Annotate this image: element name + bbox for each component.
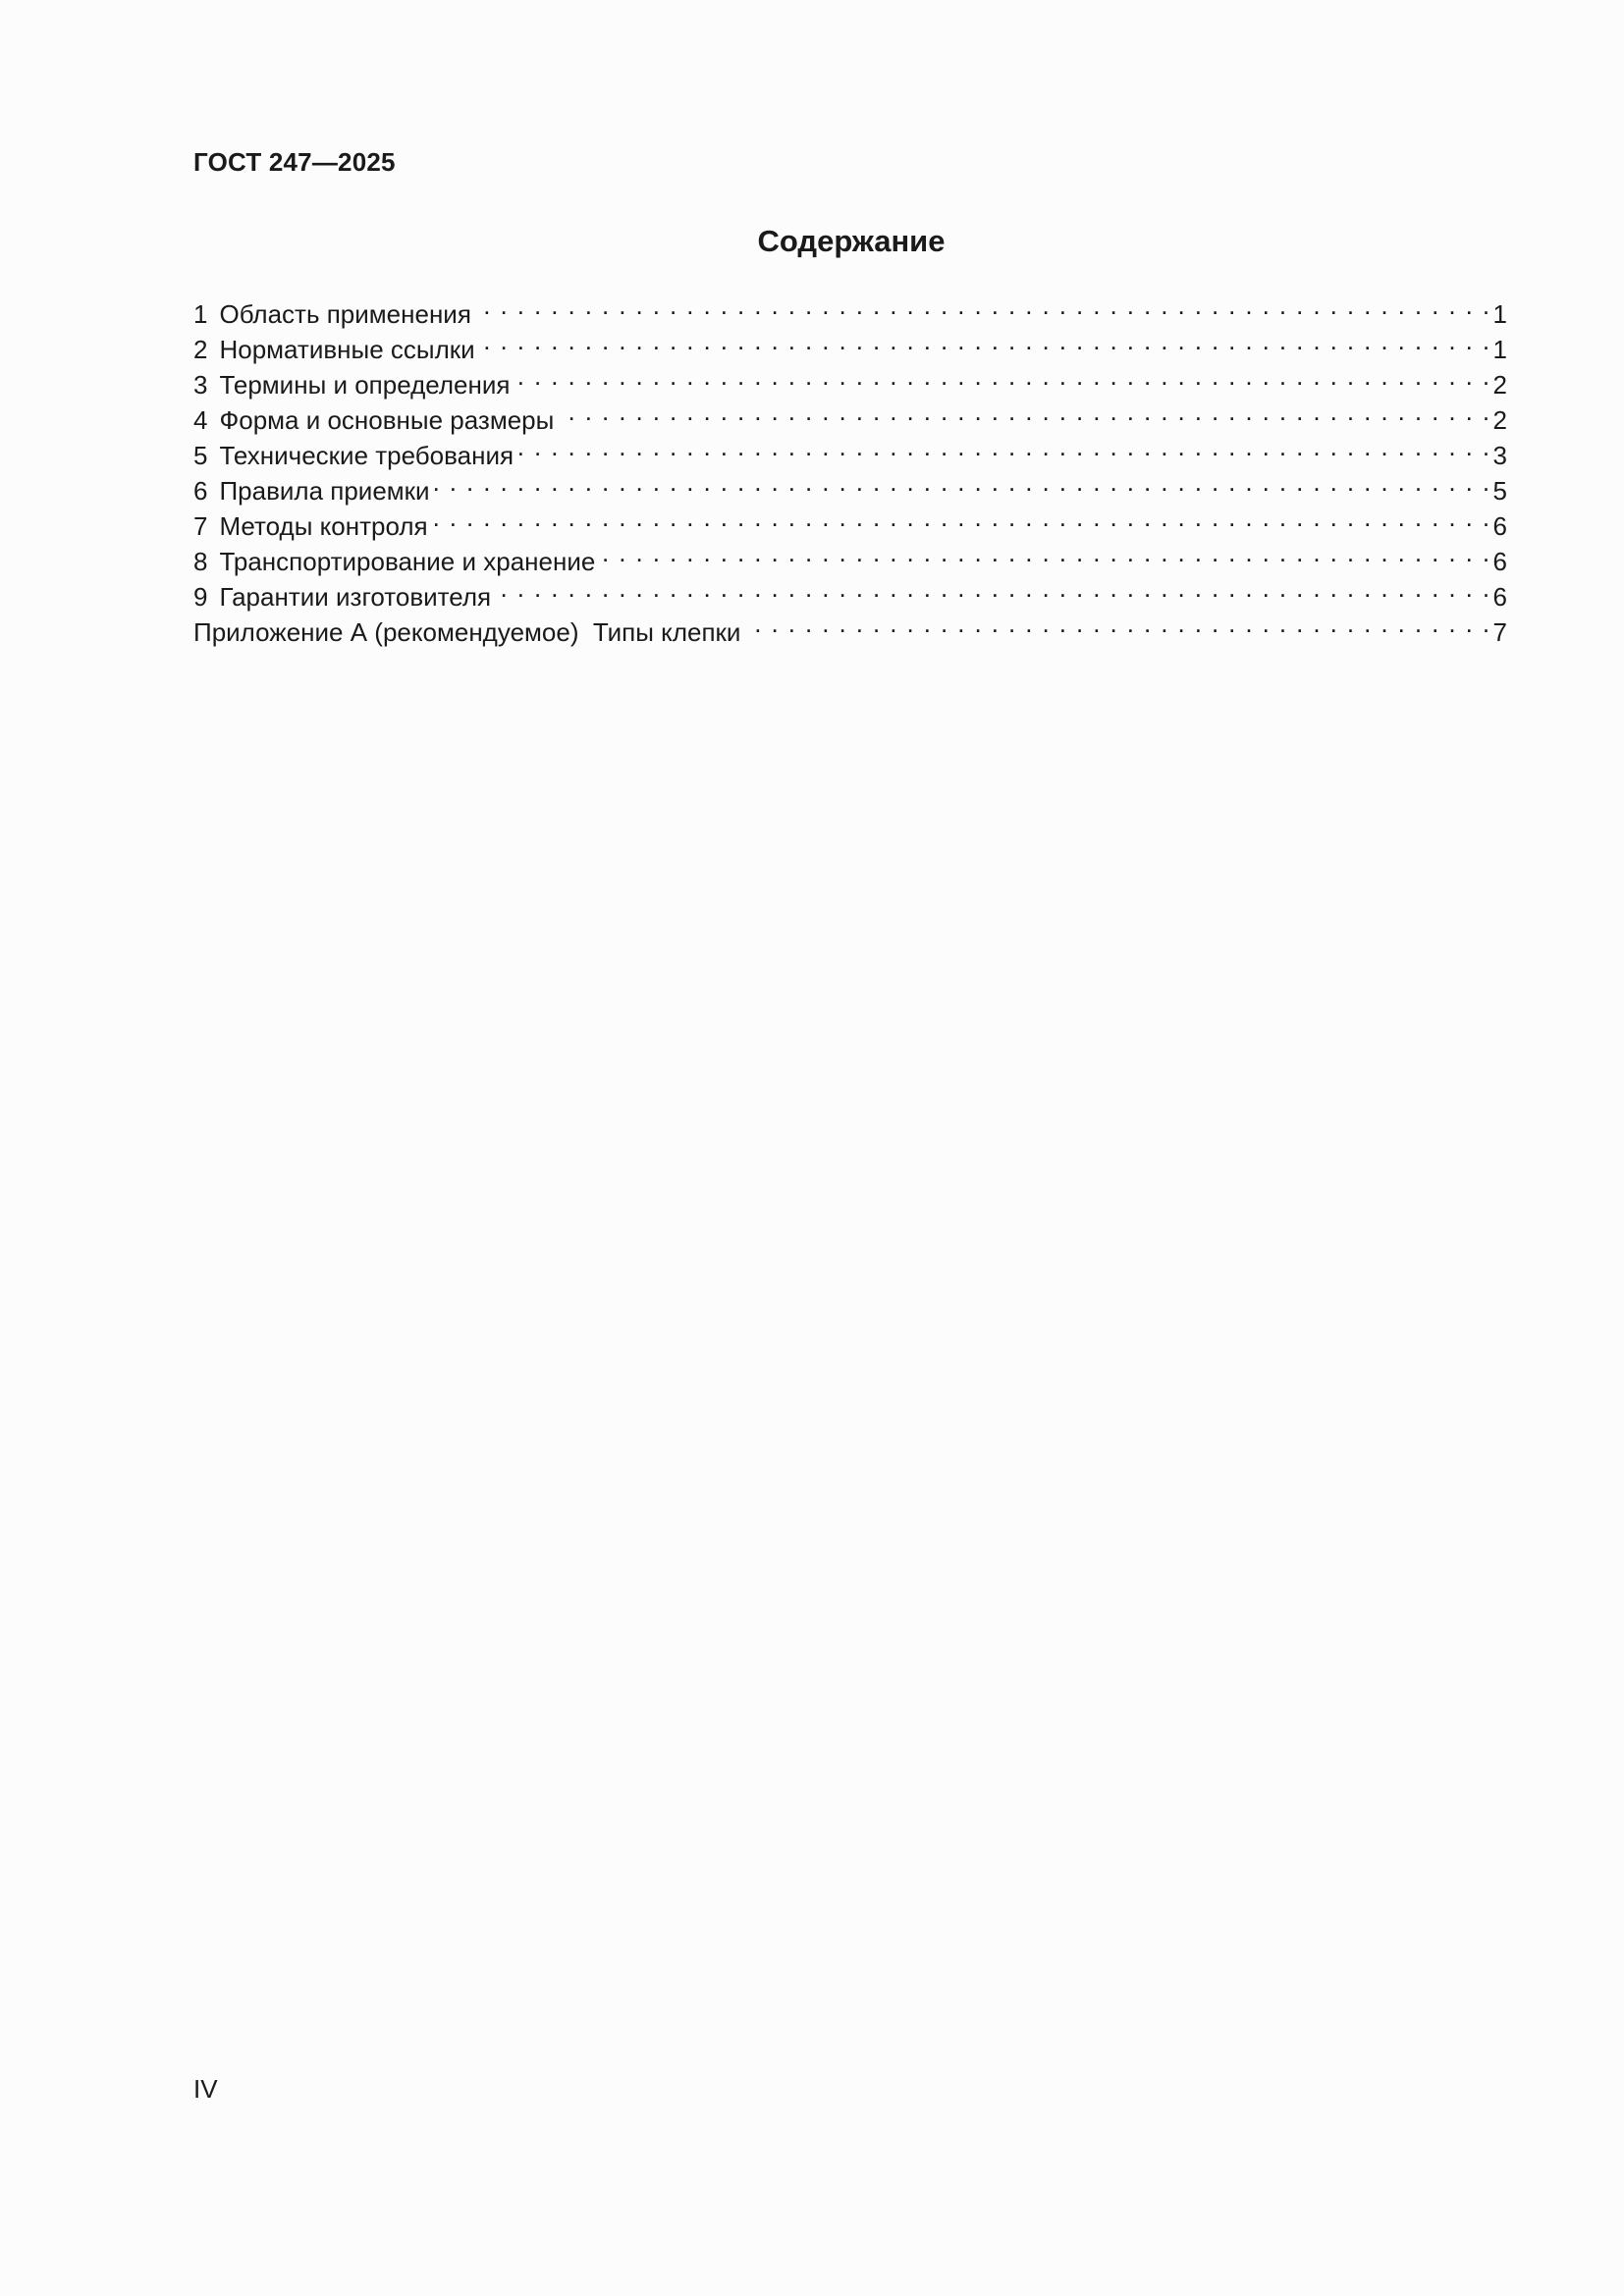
toc-entry-title: Правила приемки [219,476,430,506]
toc-entry-number: 9 [193,582,208,612]
toc-dot-leader [495,570,1490,606]
toc-entry-number: 2 [193,335,208,364]
toc-entry-title: Термины и определения [219,370,511,400]
toc-entry-number: 3 [193,370,208,400]
toc-entry[interactable] [193,288,1507,329]
toc-entry-number: 7 [193,511,208,541]
toc-entry-page: 2 [1492,405,1507,435]
toc-entry-page: 1 [1492,335,1507,364]
toc-entry-title: Гарантии изготовителя [219,582,492,612]
document-header: ГОСТ 247—2025 [193,147,396,177]
toc-entry-number: 1 [193,299,208,329]
toc-entry-title: Форма и основные размеры [219,405,555,435]
toc-entry-page: 6 [1492,582,1507,612]
toc-dot-leader [514,358,1490,394]
toc-dot-leader [475,288,1491,323]
toc-entry-title: Приложение А (рекомендуемое) Типы клепки [193,617,741,647]
toc-entry-page: 6 [1492,511,1507,541]
toc-entry-page: 5 [1492,476,1507,506]
toc-dot-leader [479,323,1491,358]
toc-dot-leader [434,464,1491,500]
toc-entry-page: 1 [1492,299,1507,329]
toc-entry-title: Нормативные ссылки [219,335,475,364]
toc-dot-leader [432,500,1491,535]
toc-entry-page: 6 [1492,547,1507,576]
toc-dot-leader [744,606,1490,641]
toc-entry-number: 8 [193,547,208,576]
toc-entry-page: 7 [1492,617,1507,647]
toc-entry-page: 2 [1492,370,1507,400]
toc-entry-title: Транспортирование и хранение [219,547,596,576]
page-number: IV [193,2074,218,2104]
table-of-contents [193,288,1507,647]
toc-dot-leader [599,535,1490,570]
toc-entry-number: 5 [193,441,208,470]
toc-entry-title: Технические требования [219,441,514,470]
toc-entry-title: Методы контроля [219,511,428,541]
toc-entry-page: 3 [1492,441,1507,470]
toc-title: Содержание [757,224,946,258]
toc-entry-title: Область применения [219,299,471,329]
toc-entry-number: 6 [193,476,208,506]
toc-dot-leader [558,394,1490,429]
toc-entry-number: 4 [193,405,208,435]
toc-dot-leader [517,429,1490,464]
